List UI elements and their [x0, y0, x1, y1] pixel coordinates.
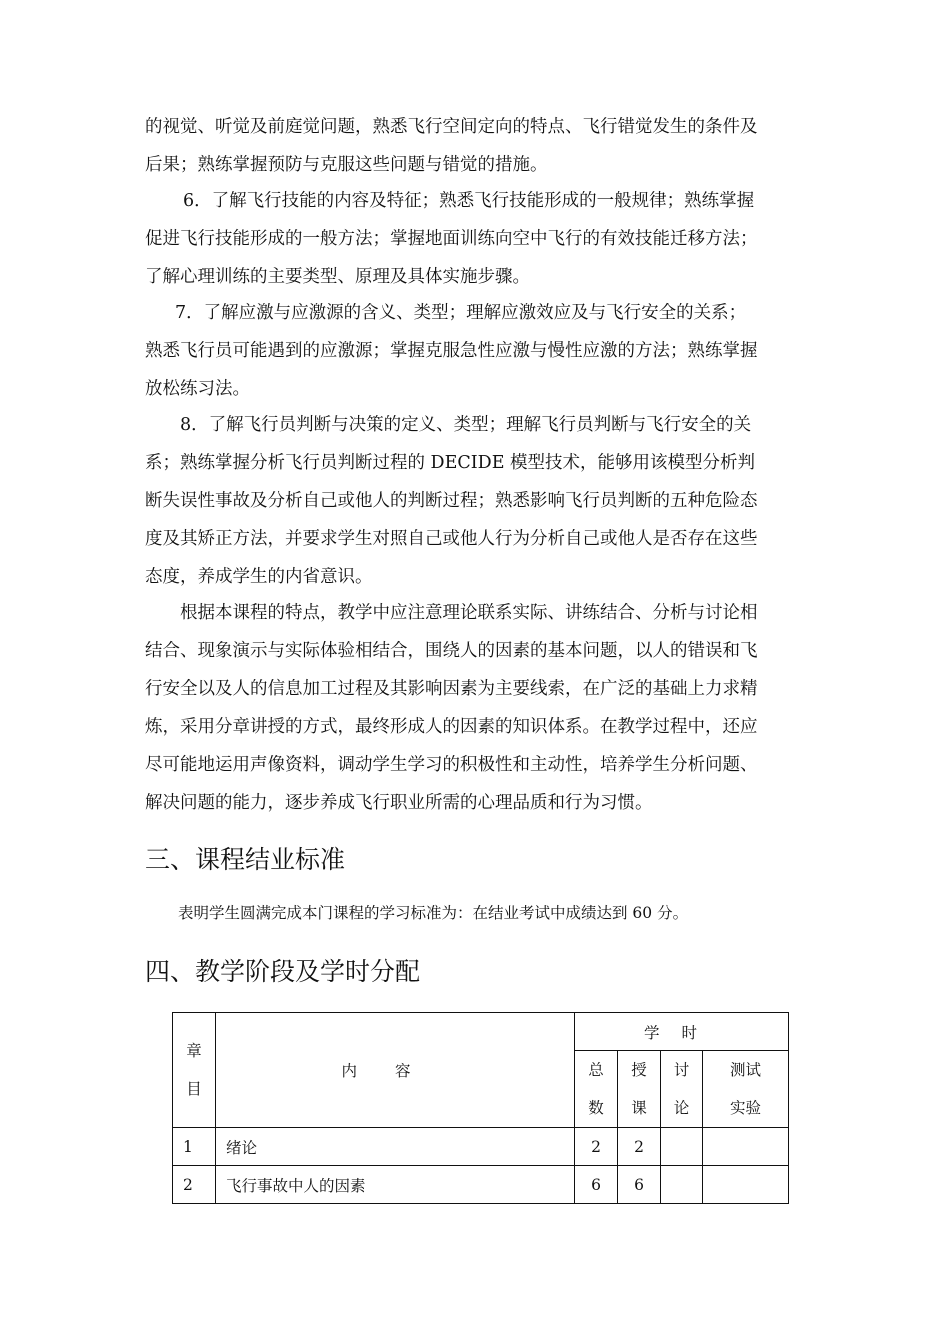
cell-discussion: [661, 1128, 703, 1166]
text-line: 的视觉、听觉及前庭觉问题，熟悉飞行空间定向的特点、飞行错觉发生的条件及: [145, 117, 758, 137]
cell-lecture: 6: [618, 1166, 661, 1204]
teaching-hours-table: [172, 1012, 789, 1204]
cell-content: 飞行事故中人的因素: [216, 1166, 575, 1204]
text-line: 后果；熟练掌握预防与克服这些问题与错觉的措施。: [145, 155, 548, 175]
section-3-heading: 三、课程结业标准: [145, 845, 346, 874]
cell-discussion: [661, 1166, 703, 1204]
header-content: 内容: [216, 1013, 575, 1128]
text-line: 态度，养成学生的内省意识。: [145, 567, 373, 587]
cell-content: 绪论: [216, 1128, 575, 1166]
cell-total: 6: [575, 1166, 618, 1204]
header-chapter: 章 目: [173, 1013, 216, 1128]
text-line: 度及其矫正方法，并要求学生对照自己或他人行为分析自己或他人是否存在这些: [145, 529, 758, 549]
cell-total: 2: [575, 1128, 618, 1166]
cell-test: [703, 1128, 789, 1166]
text-line: 根据本课程的特点，教学中应注意理论联系实际、讲练结合、分析与讨论相: [180, 603, 758, 623]
header-lecture: 授 课: [618, 1051, 661, 1128]
paragraph-teaching-method: [145, 594, 810, 822]
text-line: 炼，采用分章讲授的方式，最终形成人的因素的知识体系。在教学过程中，还应: [145, 717, 758, 737]
text-line: 熟悉飞行员可能遇到的应激源；掌握克服急性应激与慢性应激的方法；熟练掌握: [145, 341, 758, 361]
paragraph-item-6: [145, 182, 810, 296]
text-line: 促进飞行技能形成的一般方法；掌握地面训练向空中飞行的有效技能迁移方法；: [145, 229, 758, 249]
table-row: [173, 1128, 789, 1166]
header-discussion: 讨 论: [661, 1051, 703, 1128]
text-line: 结合、现象演示与实际体验相结合，围绕人的因素的基本问题，以人的错误和飞: [145, 641, 758, 661]
cell-chapter: 1: [173, 1128, 216, 1166]
text-line: 尽可能地运用声像资料，调动学生学习的积极性和主动性，培养学生分析问题、: [145, 755, 758, 775]
text-line: 8．了解飞行员判断与决策的定义、类型；理解飞行员判断与飞行安全的关: [180, 415, 752, 435]
cell-chapter: 2: [173, 1166, 216, 1204]
text-line: 系；熟练掌握分析飞行员判断过程的 DECIDE 模型技术，能够用该模型分析判: [145, 453, 756, 473]
paragraph-item-7: [145, 294, 810, 408]
text-line: 放松练习法。: [145, 379, 250, 399]
table-row: [173, 1166, 789, 1204]
cell-test: [703, 1166, 789, 1204]
text-line: 了解心理训练的主要类型、原理及具体实施步骤。: [145, 267, 530, 287]
paragraph-continuation: [145, 108, 810, 184]
text-line: 断失误性事故及分析自己或他人的判断过程；熟悉影响飞行员判断的五种危险态: [145, 491, 758, 511]
completion-standard-text: 表明学生圆满完成本门课程的学习标准为：在结业考试中成绩达到 60 分。: [178, 904, 689, 922]
text-line: 解决问题的能力，逐步养成飞行职业所需的心理品质和行为习惯。: [145, 793, 653, 813]
header-hours: 学时: [575, 1013, 789, 1051]
text-line: 7．了解应激与应激源的含义、类型；理解应激效应及与飞行安全的关系；: [175, 303, 747, 323]
text-line: 行安全以及人的信息加工过程及其影响因素为主要线索，在广泛的基础上力求精: [145, 679, 758, 699]
header-test: 测试 实验: [703, 1051, 789, 1128]
section-4-heading: 四、教学阶段及学时分配: [145, 957, 421, 986]
cell-lecture: 2: [618, 1128, 661, 1166]
paragraph-item-8: [145, 406, 810, 596]
text-line: 6．了解飞行技能的内容及特征；熟悉飞行技能形成的一般规律；熟练掌握: [183, 191, 755, 211]
header-total: 总 数: [575, 1051, 618, 1128]
